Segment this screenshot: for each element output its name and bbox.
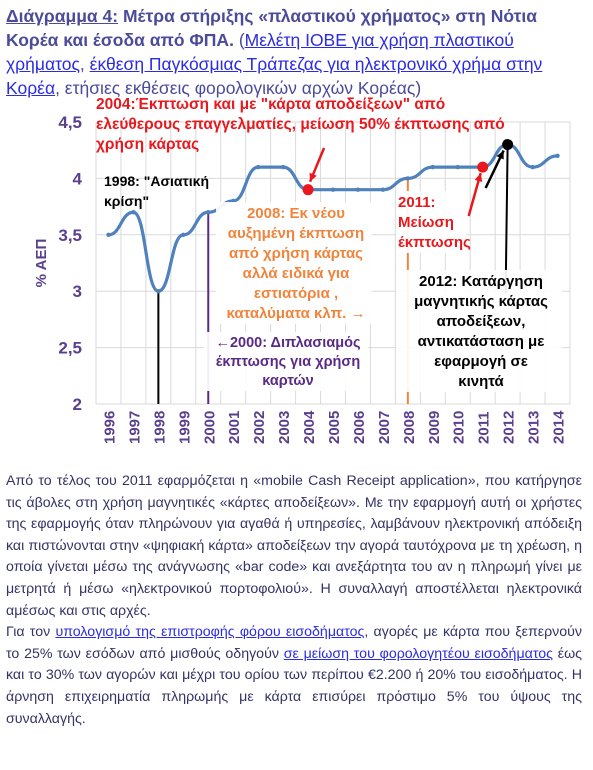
y-axis-title: % ΑΕΠ	[33, 238, 50, 288]
annotation-line-text: ←2000: Διπλασιαμός	[215, 335, 361, 351]
body-text	[6, 471, 582, 730]
annotation-line-text: χρήση κάρτας	[96, 136, 200, 153]
x-tick-label: 2004	[301, 410, 319, 444]
paragraph-tax-refund	[6, 622, 582, 730]
x-tick-label: 2009	[425, 410, 443, 444]
world-bank-report-link[interactable]: έκθεση Παγκόσμιας Τράπεζας για ηλεκτρονικό χρήμα στην Κορέα	[6, 54, 543, 98]
x-tick-label: 2014	[550, 410, 568, 444]
p2-end: έως και το 30% των αγορών και μέχρι του ορίου των περίπου €2.200 ή 20% του εισοδήματος. Η άρνηση επιχειρηματία πληρωμής με κάρτα επισύρει πρόστιμο 5% του ύψους της συναλλαγής.	[6, 645, 582, 727]
x-tick-label: 2000	[201, 410, 219, 444]
data-point-1999	[181, 233, 185, 237]
annotation-line-text: μαγνητικής κάρτας	[414, 293, 548, 310]
annotation-line-text: καταλύματα κλπ. →	[226, 305, 366, 322]
data-point-2007	[381, 187, 385, 191]
annotation-line-text: έκπτωσης	[398, 234, 471, 251]
data-point-1996	[106, 233, 110, 237]
annotation-line-text: κρίση"	[104, 193, 150, 209]
x-tick-label: 2006	[350, 410, 368, 444]
annotation-2004	[96, 96, 505, 153]
y-tick-label: 2	[72, 395, 82, 414]
y-tick-label: 2,5	[58, 338, 82, 358]
annotation-2008	[216, 202, 372, 324]
p2-middle: , αγορές με κάρτα που ξεπερνούν το 25% των εσόδων από μισθούς οδηγούν	[6, 624, 582, 662]
x-tick-label: 1996	[101, 410, 119, 444]
separator: ,	[79, 54, 90, 74]
figure-caption	[6, 4, 586, 100]
annotation-line-text: εστιατόρια ,	[253, 285, 339, 302]
x-tick-label: 1998	[151, 410, 169, 444]
annotation-line-text: κινητά	[458, 373, 504, 390]
x-tick-label: 2013	[525, 410, 543, 444]
annotation-line-text: αντικατάσταση με	[417, 333, 545, 350]
annotation-line-text: 2004:Έκπτωση και με "κάρτα αποδείξεων" από	[96, 96, 446, 113]
y-tick-label: 4	[72, 169, 82, 189]
annotation-line-text: 2011:	[398, 194, 436, 211]
sources-tail: , ετήσιες εκθέσεις φορολογικών αρχών Κορέας)	[55, 78, 422, 98]
data-point-2009	[431, 165, 435, 169]
x-tick-label: 2003	[276, 410, 294, 444]
x-tick-label: 2005	[326, 410, 343, 444]
figure-number: Διάγραμμα 4:	[6, 6, 119, 26]
annotation-line-text: Μείωση	[398, 214, 454, 231]
x-tick-label: 2012	[500, 410, 518, 444]
data-point-2000	[206, 210, 210, 214]
figure-title: Μέτρα στήριξης «πλαστικού χρήματος» στη Νότια Κορέα και έσοδα από ΦΠΑ.	[6, 6, 538, 50]
data-point-1998	[156, 289, 160, 293]
x-tick-label: 2010	[450, 410, 468, 444]
annotation-2011	[396, 191, 471, 253]
annotation-2000	[204, 332, 368, 391]
highlight-marker-2011	[477, 162, 488, 173]
data-point-2005	[331, 187, 335, 191]
annotation-line-text: έκπτωσης για χρήση	[215, 354, 361, 370]
annotation-2012	[396, 270, 562, 392]
x-tick-label: 2008	[400, 410, 418, 444]
y-tick-label: 3,5	[58, 225, 82, 245]
data-point-2010	[456, 165, 460, 169]
annotation-line-text: αυξημένη έκπτωση	[227, 225, 365, 242]
p2-start: Για τον	[6, 624, 56, 641]
x-tick-label: 1999	[176, 410, 194, 444]
annotation-line-text: αποδείξεων,	[436, 313, 526, 330]
x-tick-label: 1997	[126, 410, 144, 444]
annotation-line-text: 1998: "Ασιατική	[104, 173, 210, 189]
data-point-2002	[256, 165, 260, 169]
annotation-line-text: 2008: Εκ νέου	[246, 205, 346, 222]
y-tick-label: 4,5	[58, 113, 82, 132]
annotation-line-text: 2012: Κατάργηση	[419, 273, 543, 290]
annotation-1998	[104, 173, 209, 209]
annotation-line-text: ελεύθερους επαγγελματίες, μείωση 50% έκπτωσης από	[96, 116, 505, 133]
data-point-2003	[281, 165, 285, 169]
data-point-2008	[406, 176, 410, 180]
highlight-marker-2004	[303, 184, 314, 195]
annotation-line-text: εφαρμογή σε	[434, 353, 528, 370]
data-point-2013	[530, 165, 534, 169]
y-tick-label: 3	[72, 282, 82, 302]
x-tick-label: 2002	[251, 410, 269, 444]
annotation-line-text: αλλά ειδικά για	[242, 265, 350, 282]
iobe-study-link[interactable]: Μελέτη ΙΟΒΕ για χρήση πλαστικού χρήματος	[6, 30, 514, 74]
vat-revenue-line-chart	[0, 96, 593, 468]
x-tick-label: 2011	[475, 411, 493, 444]
x-tick-label: 2007	[375, 410, 393, 444]
data-point-2014	[555, 154, 559, 158]
data-point-1997	[131, 210, 135, 214]
paragraph-mobile-receipt: Από το τέλος του 2011 εφαρμόζεται η «mobile Cash Receipt application», που κατήργησε τις άβολες στη χρήση μαγνητικές «κάρτες αποδείξεων». Με την εφαρμογή αυτή οι χρήστες της εφαρμογής όταν πληρώνουν για αγαθά ή υπηρεσίες, λαμβάνουν ηλεκτρονική απόδειξη και πιστώνονται στην «ψηφιακή κάρτα» αποδείξεων την αγορά ταυτόχρονα με τη χρέωση, η οποία γίνεται μέσω της ανάγνωσης «bar code» και ανεξάρτητα του αν η πληρωμή γίνει με μετρητά ή μέσω «ηλεκτρονικού πορτοφολιού». Η συναλλαγή αποστέλλεται ηλεκτρονικά αμέσως και στις αρχές.	[6, 473, 582, 619]
x-tick-label: 2001	[226, 410, 244, 444]
taxable-income-link[interactable]: σε μείωση του φορολογητέου εισοδήματος	[283, 645, 553, 662]
data-point-2006	[356, 187, 360, 191]
paren-open: (	[238, 30, 245, 50]
highlight-marker-2012	[502, 139, 513, 150]
tax-refund-link[interactable]: υπολογισμό της επιστροφής φόρου εισοδήματος	[55, 624, 365, 641]
annotation-line-text: από χρήση κάρτας	[229, 245, 363, 262]
annotation-line-text: καρτών	[262, 373, 314, 389]
